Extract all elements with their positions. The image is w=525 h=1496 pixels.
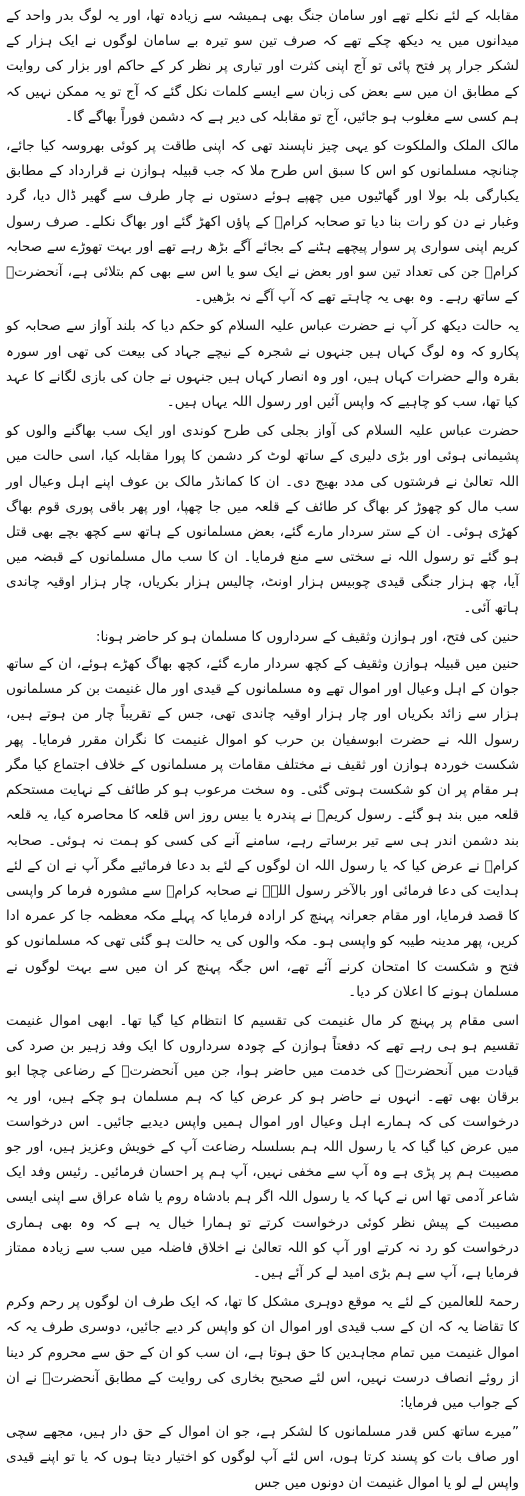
article-paragraph: مقابلہ کے لئے نکلے تھے اور سامان جنگ بھی ہمیشہ سے زیادہ تھا، اور یہ لوگ بدر واحد کے میدانوں میں یہ دیکھ چکے تھے کہ صرف تین سو تیرہ بے سامان لوگوں نے ایک ہزار کے لشکر جرار پر فتح پائی تو آج اپنی کثرت اور تیاری پر نظر کر کے حاکم اور بزار کی روایت کے مطابق ان میں سے بعض کی زبان سے ایسے کلمات نکل گئے کہ آج تو یہ ممکن نہیں کہ ہم کسی سے مغلوب ہو جائیں، آج تو مقابلہ کی دیر ہے کہ دشمن فوراً بھاگے گا۔ [6,8,519,125]
article-paragraph: حضرت عباس علیہ السلام کی آواز بجلی کی طرح کوندی اور ایک سب بھاگنے والوں کو پشیمانی ہوئی اور بڑی دلیری کے ساتھ لوٹ کر دشمن کا پورا مقابلہ کیا، اسی حالت میں اللہ تعالیٰ نے فرشتوں کی مدد بھیج دی۔ ان کا کمانڈر مالک بن عوف اپنے اہل وعیال اور سب مال کو چھوڑ کر بھاگ کر طائف کے قلعہ میں جا چھپا، اور پھر باقی پوری قوم بھاگ کھڑی ہوئی۔ ان کے ستر سردار مارے گئے، بعض مسلمانوں کے ہاتھ سے کچھ بچے بھی قتل ہو گئے تو رسول اللہ نے سختی سے منع فرمایا۔ ان کا سب مال مسلمانوں کے قبضہ میں آیا، چھ ہزار جنگی قیدی چوبیس ہزار اونٹ، چالیس ہزار بکریاں، چار ہزار اوقیہ چاندی ہاتھ آئی۔ [6,423,519,616]
article-paragraph: مالک الملک والملکوت کو یہی چیز ناپسند تھی کہ اپنی طاقت پر کوئی بھروسہ کیا جائے، چنانچہ مسلمانوں کو اس کا سبق اس طرح ملا کہ جب قبیلہ ہوازن نے قرارداد کے مطابق یکبارگی بلہ بولا اور گھاٹیوں میں چھپے ہوئے دستوں نے چار طرف سے گھیر ڈال دیا، گرد وغبار نے دن کو رات بنا دیا تو صحابہ کرامؓ کے پاؤں اکھڑ گئے اور بھاگ نکلے۔ صرف رسول کریم اپنی سواری پر سوار پیچھے ہٹنے کے بجائے آگے بڑھ رہے تھے اور بہت تھوڑے سے صحابہ کرامؓ جن کی تعداد تین سو اور بعض نے ایک سو یا اس سے بھی کم بتلائی ہے، آنحضرتؐ کے ساتھ رہے۔ وہ بھی یہ چاہتے تھے کہ آپ آگے نہ بڑھیں۔ [6,138,519,306]
article-paragraph: رحمۃ للعالمین کے لئے یہ موقع دوہری مشکل کا تھا، کہ ایک طرف ان لوگوں پر رحم وکرم کا تقاضا یہ کہ ان کے سب قیدی اور اموال ان کو واپس کر دیے جائیں، دوسری طرف یہ کہ اموال غنیمت میں تمام مجاہدین کا حق ہوتا ہے، ان سب کو ان کے حق سے محروم کر دینا از روئے انصاف درست نہیں، اس لئے صحیح بخاری کی روایت کے مطابق آنحضرتؐ نے ان کے جواب میں فرمایا: [6,1294,519,1411]
article-paragraph: یہ حالت دیکھ کر آپ نے حضرت عباس علیہ السلام کو حکم دیا کہ بلند آواز سے صحابہ کو پکارو کہ وہ لوگ کہاں ہیں جنہوں نے شجرہ کے نیچے جہاد کی بیعت کی تھی اور سورہ بقرہ والے حضرات کہاں ہیں، اور وہ انصار کہاں ہیں جنہوں نے جان کی بازی لگانے کا عہد کیا تھا، سب کو چاہیے کہ واپس آئیں اور رسول اللہ یہاں ہیں۔ [6,318,519,411]
section-heading: حنین کی فتح، اور ہوازن وثقیف کے سرداروں کا مسلمان ہو کر حاضر ہونا: [95,628,519,645]
article-paragraph: حنین میں قبیلہ ہوازن وثقیف کے کچھ سردار مارے گئے، کچھ بھاگ کھڑے ہوئے، ان کے ساتھ جوان کے اہل وعیال اور اموال تھے وہ مسلمانوں کے قیدی اور مال غنیمت بن کر مسلمانوں ہزار سے زائد بکریاں اور چار ہزار اوقیہ چاندی تھی، جس کے تقریباً چار من ہوتے ہیں، رسول اللہ نے حضرت ابوسفیان بن حرب کو اموال غنیمت کا نگران مقرر فرمایا۔ پھر شکست خوردہ ہوازن اور ثقیف نے مختلف مقامات پر مسلمانوں کے خلاف اجتماع کیا مگر ہر مقام پر ان کو شکست ہوتی گئی۔ وہ سخت مرعوب ہو کر طائف کے نہایت مستحکم قلعہ میں بند ہو گئے۔ رسول کریمؐ نے پندرہ یا بیس روز اس قلعہ کا محاصرہ کیا، یہ قلعہ بند دشمن اندر ہی سے تیر برساتے رہے، سامنے آنے کی کسی کو ہمت نہ ہوئی۔ صحابہ کرامؓ نے عرض کیا کہ یا رسول اللہ ان لوگوں کے لئے بد دعا فرمائیے مگر آپ نے ان کے لئے ہدایت کی دعا فرمائی اور بالآخر رسول اللہؐ نے صحابہ کرامؓ سے مشورہ فرما کر واپسی کا قصد فرمایا، اور مقام جعرانہ پہنچ کر ارادہ فرمایا کہ پہلے مکہ معظمہ جا کر عمرہ ادا کریں، پھر مدینہ طیبہ کو واپسی ہو۔ مکہ والوں کی یہ حالت ہو گئی تھی کہ مسلمانوں کو فتح و شکست کا امتحان کرنے آئے تھے، اس جگہ پہنچ کر ان میں سے بہت لوگوں نے مسلمان ہونے کا اعلان کر دیا۔ [6,656,519,1000]
article-paragraph: ”میرے ساتھ کس قدر مسلمانوں کا لشکر ہے، جو ان اموال کے حق دار ہیں، مجھے سچی اور صاف بات کو پسند کرتا ہوں، اس لئے آپ لوگوں کو اختیار دیتا ہوں کہ یا تو اپنے قیدی واپس لے لو یا اموال غنیمت ان دونوں میں جس [6,1424,519,1491]
article-paragraph: اسی مقام پر پہنچ کر مال غنیمت کی تقسیم کا انتظام کیا گیا تھا۔ ابھی اموال غنیمت تقسیم ہو ہی رہے تھے کہ دفعتاً ہوازن کے چودہ سرداروں کا ایک وفد زہیر بن صرد کی قیادت میں آنحضرتؐ کی خدمت میں حاضر ہوا، جن میں آنحضرتؐ کے رضاعی چچا ابو برقان بھی تھے۔ انہوں نے حاضر ہو کر عرض کیا کہ ہم مسلمان ہو چکے ہیں، اور یہ درخواست کی کہ ہمارے اہل وعیال اور اموال ہمیں واپس دیدیے جائیں۔ اس درخواست میں عرض کیا گیا کہ یا رسول اللہ ہم بسلسلہ رضاعت آپ کے خویش وعزیز ہیں، اور جو مصیبت ہم پر پڑی ہے وہ آپ سے مخفی نہیں، آپ ہم پر احسان فرمائیں۔ رئیس وفد ایک شاعر آدمی تھا اس نے کہا کہ یا رسول اللہ اگر ہم بادشاہ روم یا شاہ عراق سے اپنی ایسی مصیبت کے پیش نظر کوئی درخواست کرتے تو ہمارا خیال یہ ہے کہ وہ بھی ہماری درخواست کو رد نہ کرتے اور آپ کو اللہ تعالیٰ نے اخلاق فاضلہ میں سب سے زیادہ ممتاز فرمایا ہے، آپ سے ہم بڑی امید لے کر آئے ہیں۔ [6,1012,519,1281]
